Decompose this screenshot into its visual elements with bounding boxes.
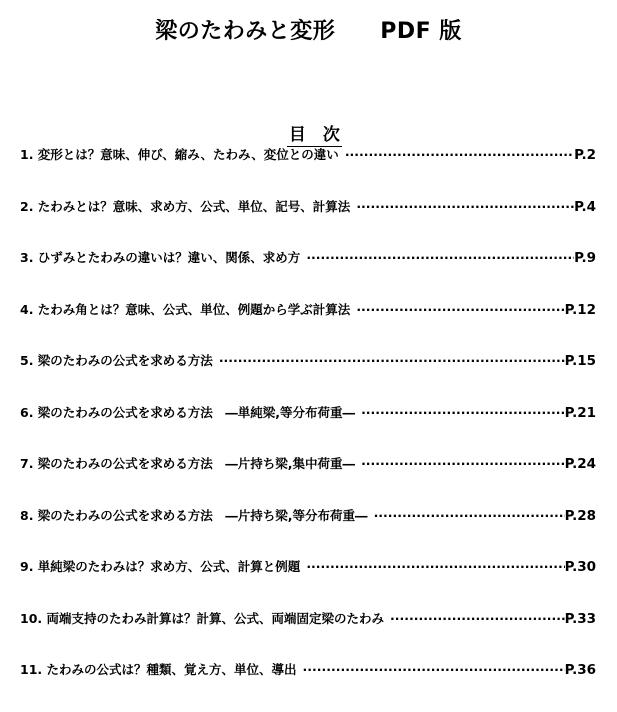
toc-entry-label: 2. たわみとは？意味、求め方、公式、単位、記号、計算法 xyxy=(20,198,351,214)
toc-page-number: P.30 xyxy=(564,559,596,575)
toc-heading xyxy=(0,100,617,145)
toc-entry-label: 1. 変形とは？意味、伸び、縮み、たわみ、変位との違い xyxy=(20,147,339,162)
toc-entry-2[interactable] xyxy=(20,197,596,249)
toc-entry-label: 5. 梁のたわみの公式を求める方法 xyxy=(20,353,213,368)
toc-entry-label: 4. たわみ角とは？意味、公式、単位、例題から学ぶ計算法 xyxy=(20,301,351,317)
toc-dot-leader xyxy=(361,405,565,418)
toc-dot-leader xyxy=(303,662,565,675)
toc-entry-5[interactable] xyxy=(20,351,596,403)
toc-page-number: P.2 xyxy=(574,147,596,163)
toc-entry-11[interactable] xyxy=(20,660,596,712)
toc-entry-10[interactable] xyxy=(20,609,596,661)
toc-page-number: P.4 xyxy=(574,198,596,215)
toc-entry-label: 7. 梁のたわみの公式を求める方法 ―片持ち梁,集中荷重― xyxy=(20,456,356,471)
toc-dot-leader xyxy=(390,611,565,624)
toc-entry-4[interactable] xyxy=(20,300,596,352)
document-title: 梁のたわみと変形 PDF 版 xyxy=(155,19,462,44)
toc-entry-label: 10. 両端支持のたわみ計算は？計算、公式、両端固定梁のたわみ xyxy=(20,610,384,626)
table-of-contents xyxy=(20,145,596,712)
toc-entry-9[interactable] xyxy=(20,557,596,609)
toc-entry-label: 9. 単純梁のたわみは？求め方、公式、計算と例題 xyxy=(20,559,301,574)
toc-dot-leader xyxy=(219,353,565,366)
toc-page-number: P.36 xyxy=(564,662,596,678)
toc-dot-leader xyxy=(356,302,564,315)
toc-entry-7[interactable] xyxy=(20,454,596,506)
toc-page-number: P.28 xyxy=(564,507,596,524)
toc-entry-label: 11. たわみの公式は？種類、覚え方、単位、導出 xyxy=(20,662,297,677)
toc-entry-label: 8. 梁のたわみの公式を求める方法 ―片持ち梁,等分布荷重― xyxy=(20,507,368,523)
toc-entry-1[interactable] xyxy=(20,145,596,197)
toc-page-number: P.33 xyxy=(564,610,596,627)
toc-heading-text: 目 次 xyxy=(288,125,340,145)
toc-entry-8[interactable] xyxy=(20,506,596,558)
toc-entry-label: 6. 梁のたわみの公式を求める方法 ―単純梁,等分布荷重― xyxy=(20,404,356,420)
toc-page-number: P.12 xyxy=(564,301,596,318)
toc-dot-leader xyxy=(361,456,565,469)
toc-dot-leader xyxy=(356,199,574,212)
toc-dot-leader xyxy=(306,250,574,263)
toc-entry-6[interactable] xyxy=(20,403,596,455)
toc-entry-3[interactable] xyxy=(20,248,596,300)
toc-page-number: P.15 xyxy=(564,353,596,369)
toc-dot-leader xyxy=(306,559,564,572)
toc-entry-label: 3. ひずみとたわみの違いは？違い、関係、求め方 xyxy=(20,250,301,265)
toc-page-number: P.21 xyxy=(564,404,596,421)
toc-page-number: P.9 xyxy=(574,250,596,266)
toc-page-number: P.24 xyxy=(564,456,596,472)
toc-dot-leader xyxy=(374,508,565,521)
toc-dot-leader xyxy=(345,147,574,160)
